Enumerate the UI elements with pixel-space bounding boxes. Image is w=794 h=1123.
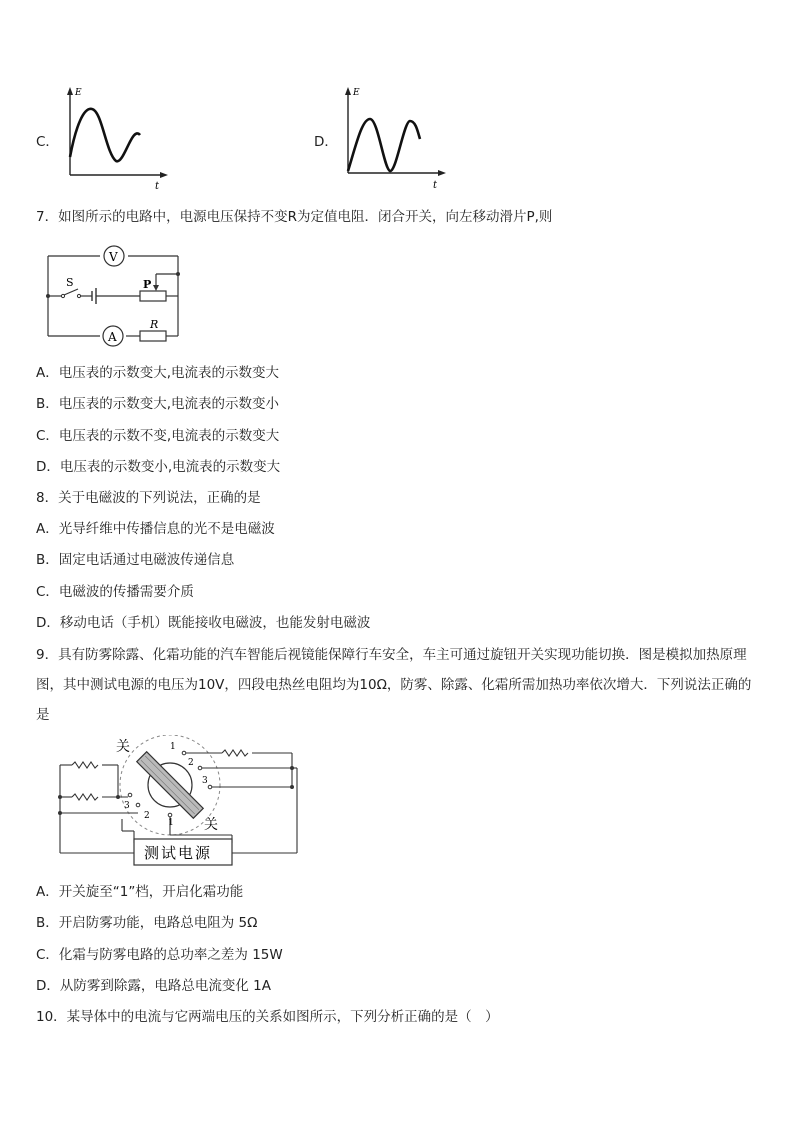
test-power-source-label: 测试电源 [144, 844, 213, 862]
rheostat-symbol [140, 291, 166, 301]
q9-option-c: C．化霜与防雾电路的总功率之差为 15W [36, 947, 283, 963]
resistor-symbol [140, 331, 166, 341]
q9-option-b: B．开启防雾功能，电路总电阻为 5Ω [36, 915, 258, 931]
q9-stem: 9．具有防雾除露、化霜功能的汽车智能后视镜能保障行车安全，车主可通过旋钮开关实现功能切换．图是模拟加热原理图，其中测试电源的电压为10V，四段电热丝电阻均为10Ω，防雾、除露、化霜所需加热功率依次增大．下列说法正确的是 [36, 647, 752, 723]
q8-option-c: C．电磁波的传播需要介质 [36, 584, 194, 600]
q9-option-a: A．开关旋至“1”档，开启化霜功能 [36, 884, 244, 900]
off-label-top: 关 [116, 739, 130, 755]
q7-option-b: B．电压表的示数变大,电流表的示数变小 [36, 396, 280, 412]
q6-graph-c-x-label: t [155, 181, 160, 191]
q8-option-a: A．光导纤维中传播信息的光不是电磁波 [36, 521, 275, 537]
heating-wire-left-top [72, 762, 98, 768]
heating-wire-top [222, 750, 248, 756]
q7-stem: 7．如图所示的电路中，电源电压保持不变R为定值电阻．闭合开关，向左移动滑片P,则 [36, 209, 553, 225]
switch-symbol [64, 289, 78, 295]
slider-label: P [143, 278, 152, 291]
q9-heating-circuit-diagram [52, 735, 302, 870]
q7-option-d: D．电压表的示数变小,电流表的示数变大 [36, 459, 281, 475]
q7-option-c: C．电压表的示数不变,电流表的示数变大 [36, 428, 280, 444]
contact-bottom-1: 1 [168, 818, 174, 828]
contact-bottom-2: 2 [144, 811, 150, 821]
q8-stem: 8．关于电磁波的下列说法，正确的是 [36, 490, 261, 506]
slider-arrow [153, 285, 159, 291]
q6-graph-c-y-label: E [75, 88, 82, 98]
q6-option-d-label: D． [314, 134, 338, 150]
q6-graph-d-y-label: E [353, 88, 360, 98]
q6-option-c-label: C． [36, 134, 59, 150]
q6-graph-c [60, 85, 170, 191]
switch-label: S [66, 276, 74, 289]
contact-bottom-3: 3 [124, 801, 130, 811]
q8-option-d: D．移动电话（手机）既能接收电磁波，也能发射电磁波 [36, 615, 371, 631]
ammeter-label: A [108, 330, 117, 344]
contact-top-1: 1 [170, 742, 176, 752]
q6-graph-d-x-label: t [433, 180, 438, 191]
q7-circuit-diagram [40, 240, 190, 350]
q9-option-d: D．从防雾到除露，电路总电流变化 1A [36, 978, 272, 994]
contact-top-3: 3 [202, 776, 208, 786]
contact-top-2: 2 [188, 758, 194, 768]
q8-option-b: B．固定电话通过电磁波传递信息 [36, 552, 235, 568]
off-label-bottom: 关 [204, 817, 218, 833]
q10-stem: 10．某导体中的电流与它两端电压的关系如图所示，下列分析正确的是（ ） [36, 1009, 499, 1025]
voltmeter-label: V [109, 250, 118, 264]
resistor-label: R [150, 318, 159, 331]
q7-option-a: A．电压表的示数变大,电流表的示数变大 [36, 365, 280, 381]
q6-graph-d [338, 85, 448, 191]
heating-wire-left-bottom [72, 794, 98, 800]
